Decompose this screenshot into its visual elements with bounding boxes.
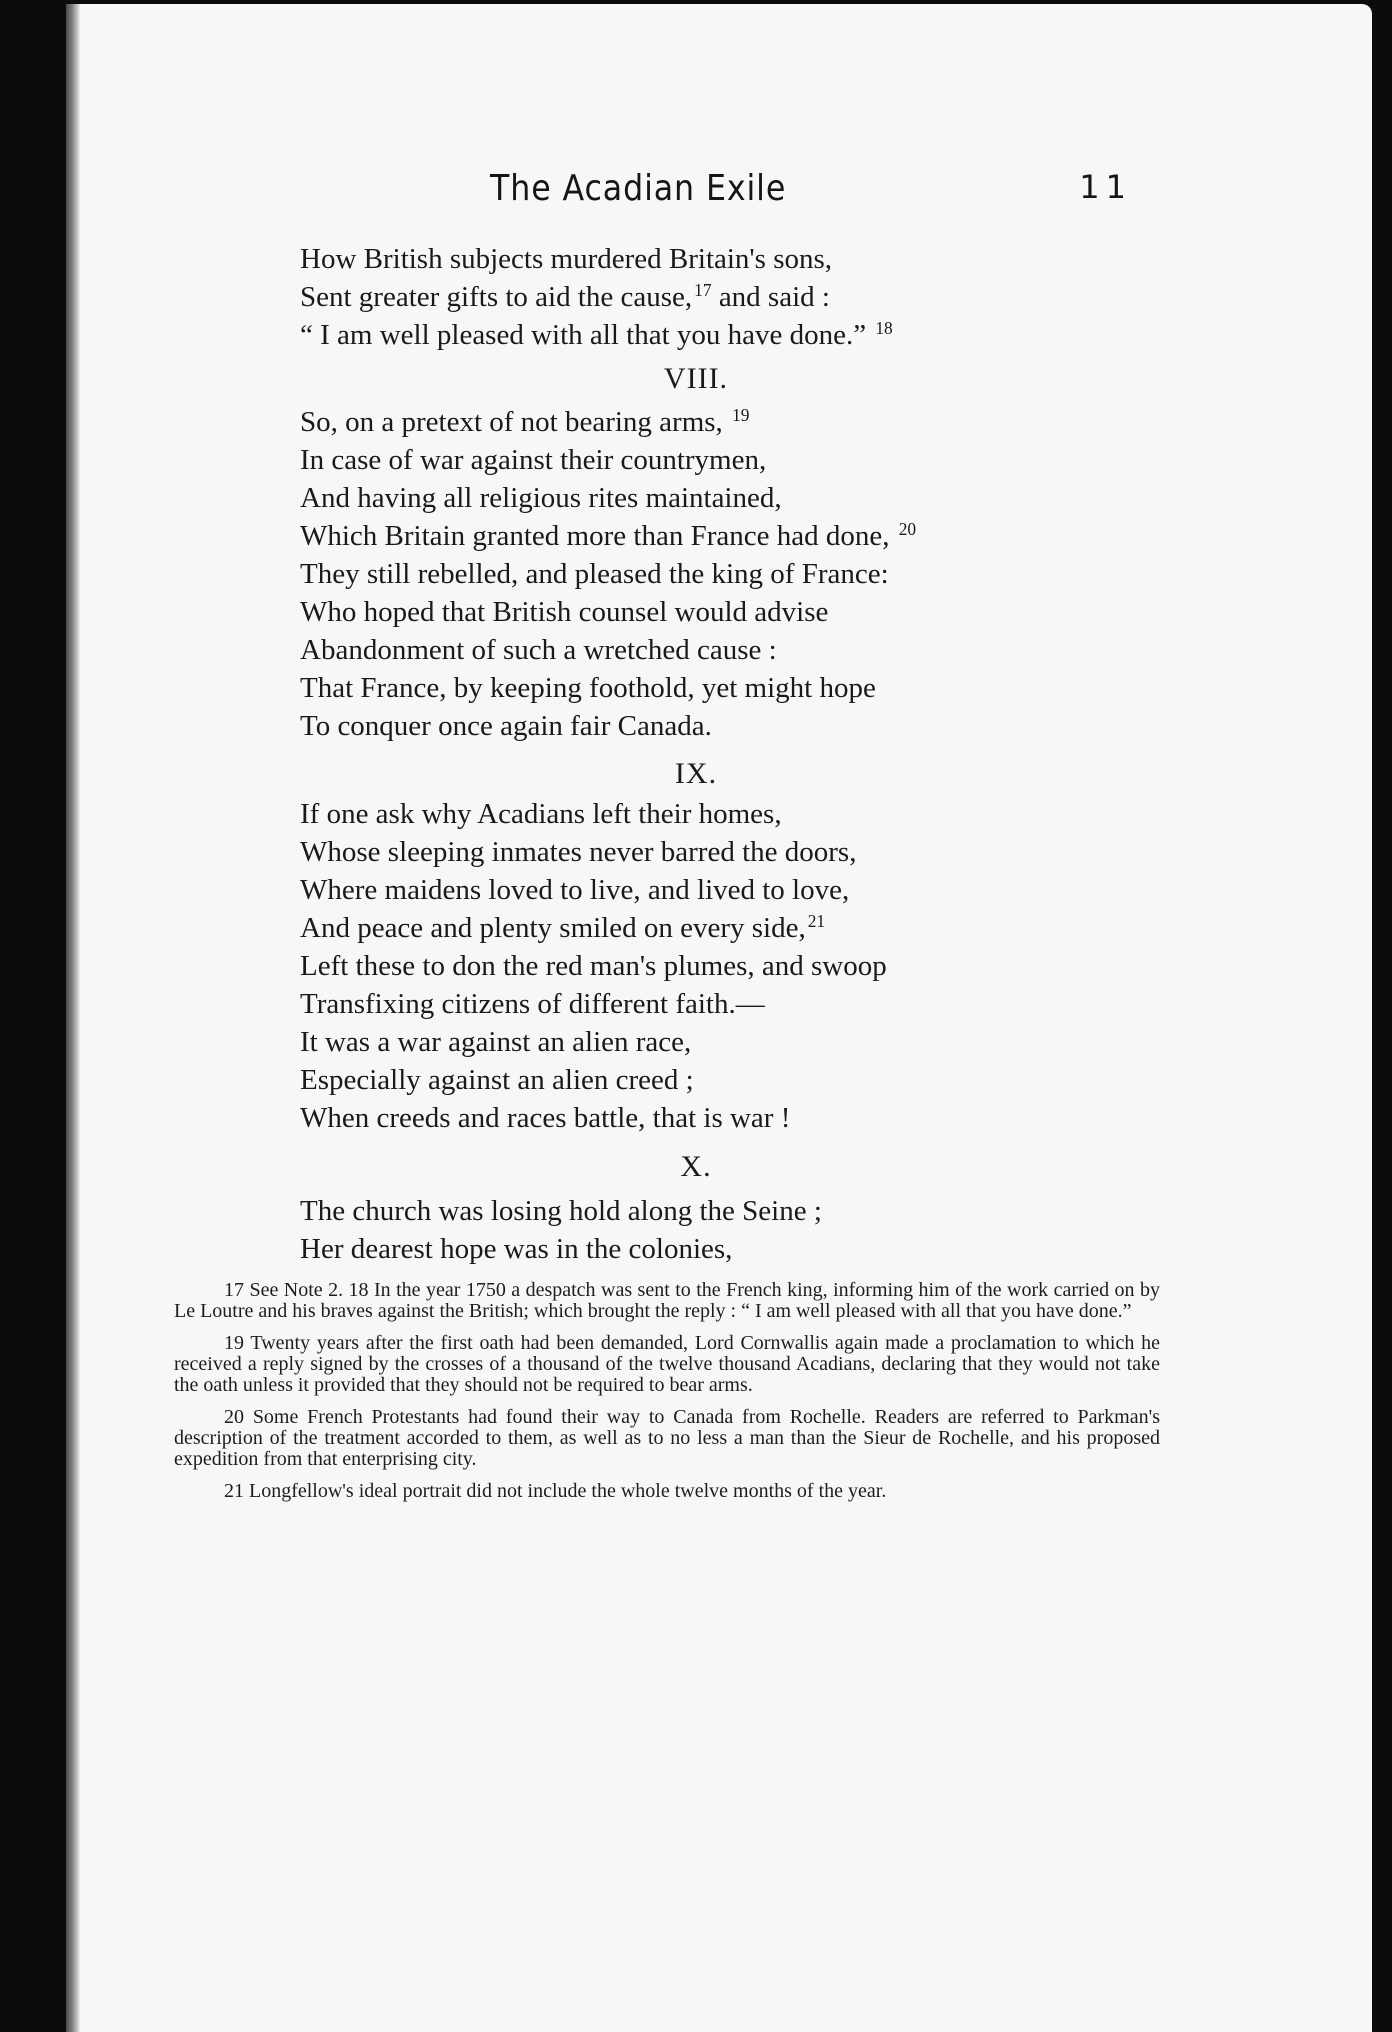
footnote-21: 21 Longfellow's ideal portrait did not include the whole twelve months of the year. — [224, 1480, 887, 1502]
line-text: How British subjects murdered Britain's sons, — [300, 243, 833, 275]
poem-line — [300, 441, 1120, 479]
footnote-19: 19 Twenty years after the first oath had been demanded, Lord Cornwallis again made a proclamation to which he received a reply signed by the crosses of a thousand of the twelve thousand Acadians, declaring that they would not take the oath unless it provided that they should not be required to bear arms. — [174, 1332, 1160, 1396]
footnote-20: 20 Some French Protestants had found their way to Canada from Rochelle. Readers are referred to Parkman's description of the treatment accorded to them, as well as to no less a man than the Sieur de Rochelle, and his proposed expedition from that enterprising city. — [174, 1406, 1160, 1470]
line-text: Who hoped that British counsel would advise — [300, 596, 829, 628]
poem-line — [300, 1192, 1120, 1230]
line-text: The church was losing hold along the Seine ; — [300, 1195, 822, 1227]
line-text: Whose sleeping inmates never barred the doors, — [300, 836, 857, 868]
poem-line — [300, 909, 1120, 947]
line-text: And peace and plenty smiled on every side, — [300, 912, 806, 944]
line-text-tail: and said : — [711, 281, 830, 313]
poem-line — [300, 1023, 1120, 1061]
line-text: To conquer once again fair Canada. — [300, 710, 712, 742]
poem-line — [300, 871, 1120, 909]
poem-line — [300, 517, 1120, 555]
line-text: Her dearest hope was in the colonies, — [300, 1233, 733, 1265]
line-text: If one ask why Acadians left their homes, — [300, 798, 782, 830]
line-text: Left these to don the red man's plumes, and swoop — [300, 950, 887, 982]
poem-line — [300, 593, 1120, 631]
line-text: When creeds and races battle, that is war ! — [300, 1102, 791, 1134]
line-text: They still rebelled, and pleased the king of France: — [300, 558, 889, 590]
stanza-viii — [300, 403, 1120, 745]
stanza-x — [300, 1192, 1120, 1268]
poem-line — [300, 947, 1120, 985]
line-text: Abandonment of such a wretched cause : — [300, 634, 777, 666]
poem-line — [300, 795, 1120, 833]
stanza-numeral-viii: VIII. — [663, 362, 729, 395]
running-title: The Acadian Exile — [490, 168, 787, 209]
line-text: Transfixing citizens of different faith.— — [300, 988, 765, 1020]
poem-line — [300, 833, 1120, 871]
line-text: And having all religious rites maintained, — [300, 482, 782, 514]
stanza-vii-end — [300, 240, 1120, 354]
stanza-numeral-x: X. — [680, 1150, 712, 1183]
footnote-ref: 18 — [875, 317, 893, 338]
poem-line — [300, 669, 1120, 707]
line-text: It was a war against an alien race, — [300, 1026, 692, 1058]
poem-line — [300, 707, 1120, 745]
page-number: 11 — [1079, 168, 1132, 206]
footnote-ref: 21 — [807, 910, 826, 931]
poem-line — [300, 240, 1120, 278]
poem-line — [300, 1061, 1120, 1099]
line-text: That France, by keeping foothold, yet might hope — [300, 672, 876, 704]
line-text: In case of war against their countrymen, — [300, 444, 767, 476]
line-text: Which Britain granted more than France had done, — [300, 520, 890, 552]
poem-line — [300, 631, 1120, 669]
poem-line — [300, 555, 1120, 593]
footnote-17-18: 17 See Note 2. 18 In the year 1750 a despatch was sent to the French king, informing him of the work carried on by Le Loutre and his braves against the British; which brought the reply : “ I am well pleased with all that you have done.” — [174, 1279, 1160, 1322]
line-text: Sent greater gifts to aid the cause, — [300, 281, 693, 313]
stanza-numeral-ix: IX. — [674, 757, 718, 790]
poem-line — [300, 403, 1120, 441]
footnotes — [174, 1280, 1160, 1513]
footnote-ref: 19 — [732, 404, 750, 425]
line-text: Where maidens loved to live, and lived to love, — [300, 874, 850, 906]
poem-line — [300, 316, 1120, 354]
poem-line — [300, 1230, 1120, 1268]
poem-line — [300, 479, 1120, 517]
footnote-ref: 17 — [694, 279, 712, 300]
line-text: So, on a pretext of not bearing arms, — [300, 406, 723, 438]
stanza-ix — [300, 795, 1120, 1137]
poem-line — [300, 1099, 1120, 1137]
line-text: Especially against an alien creed ; — [300, 1064, 694, 1096]
line-text: “ I am well pleased with all that you have done.” — [300, 319, 867, 351]
footnote-ref: 20 — [898, 518, 917, 539]
poem-line — [300, 985, 1120, 1023]
poem-line — [300, 278, 1120, 316]
